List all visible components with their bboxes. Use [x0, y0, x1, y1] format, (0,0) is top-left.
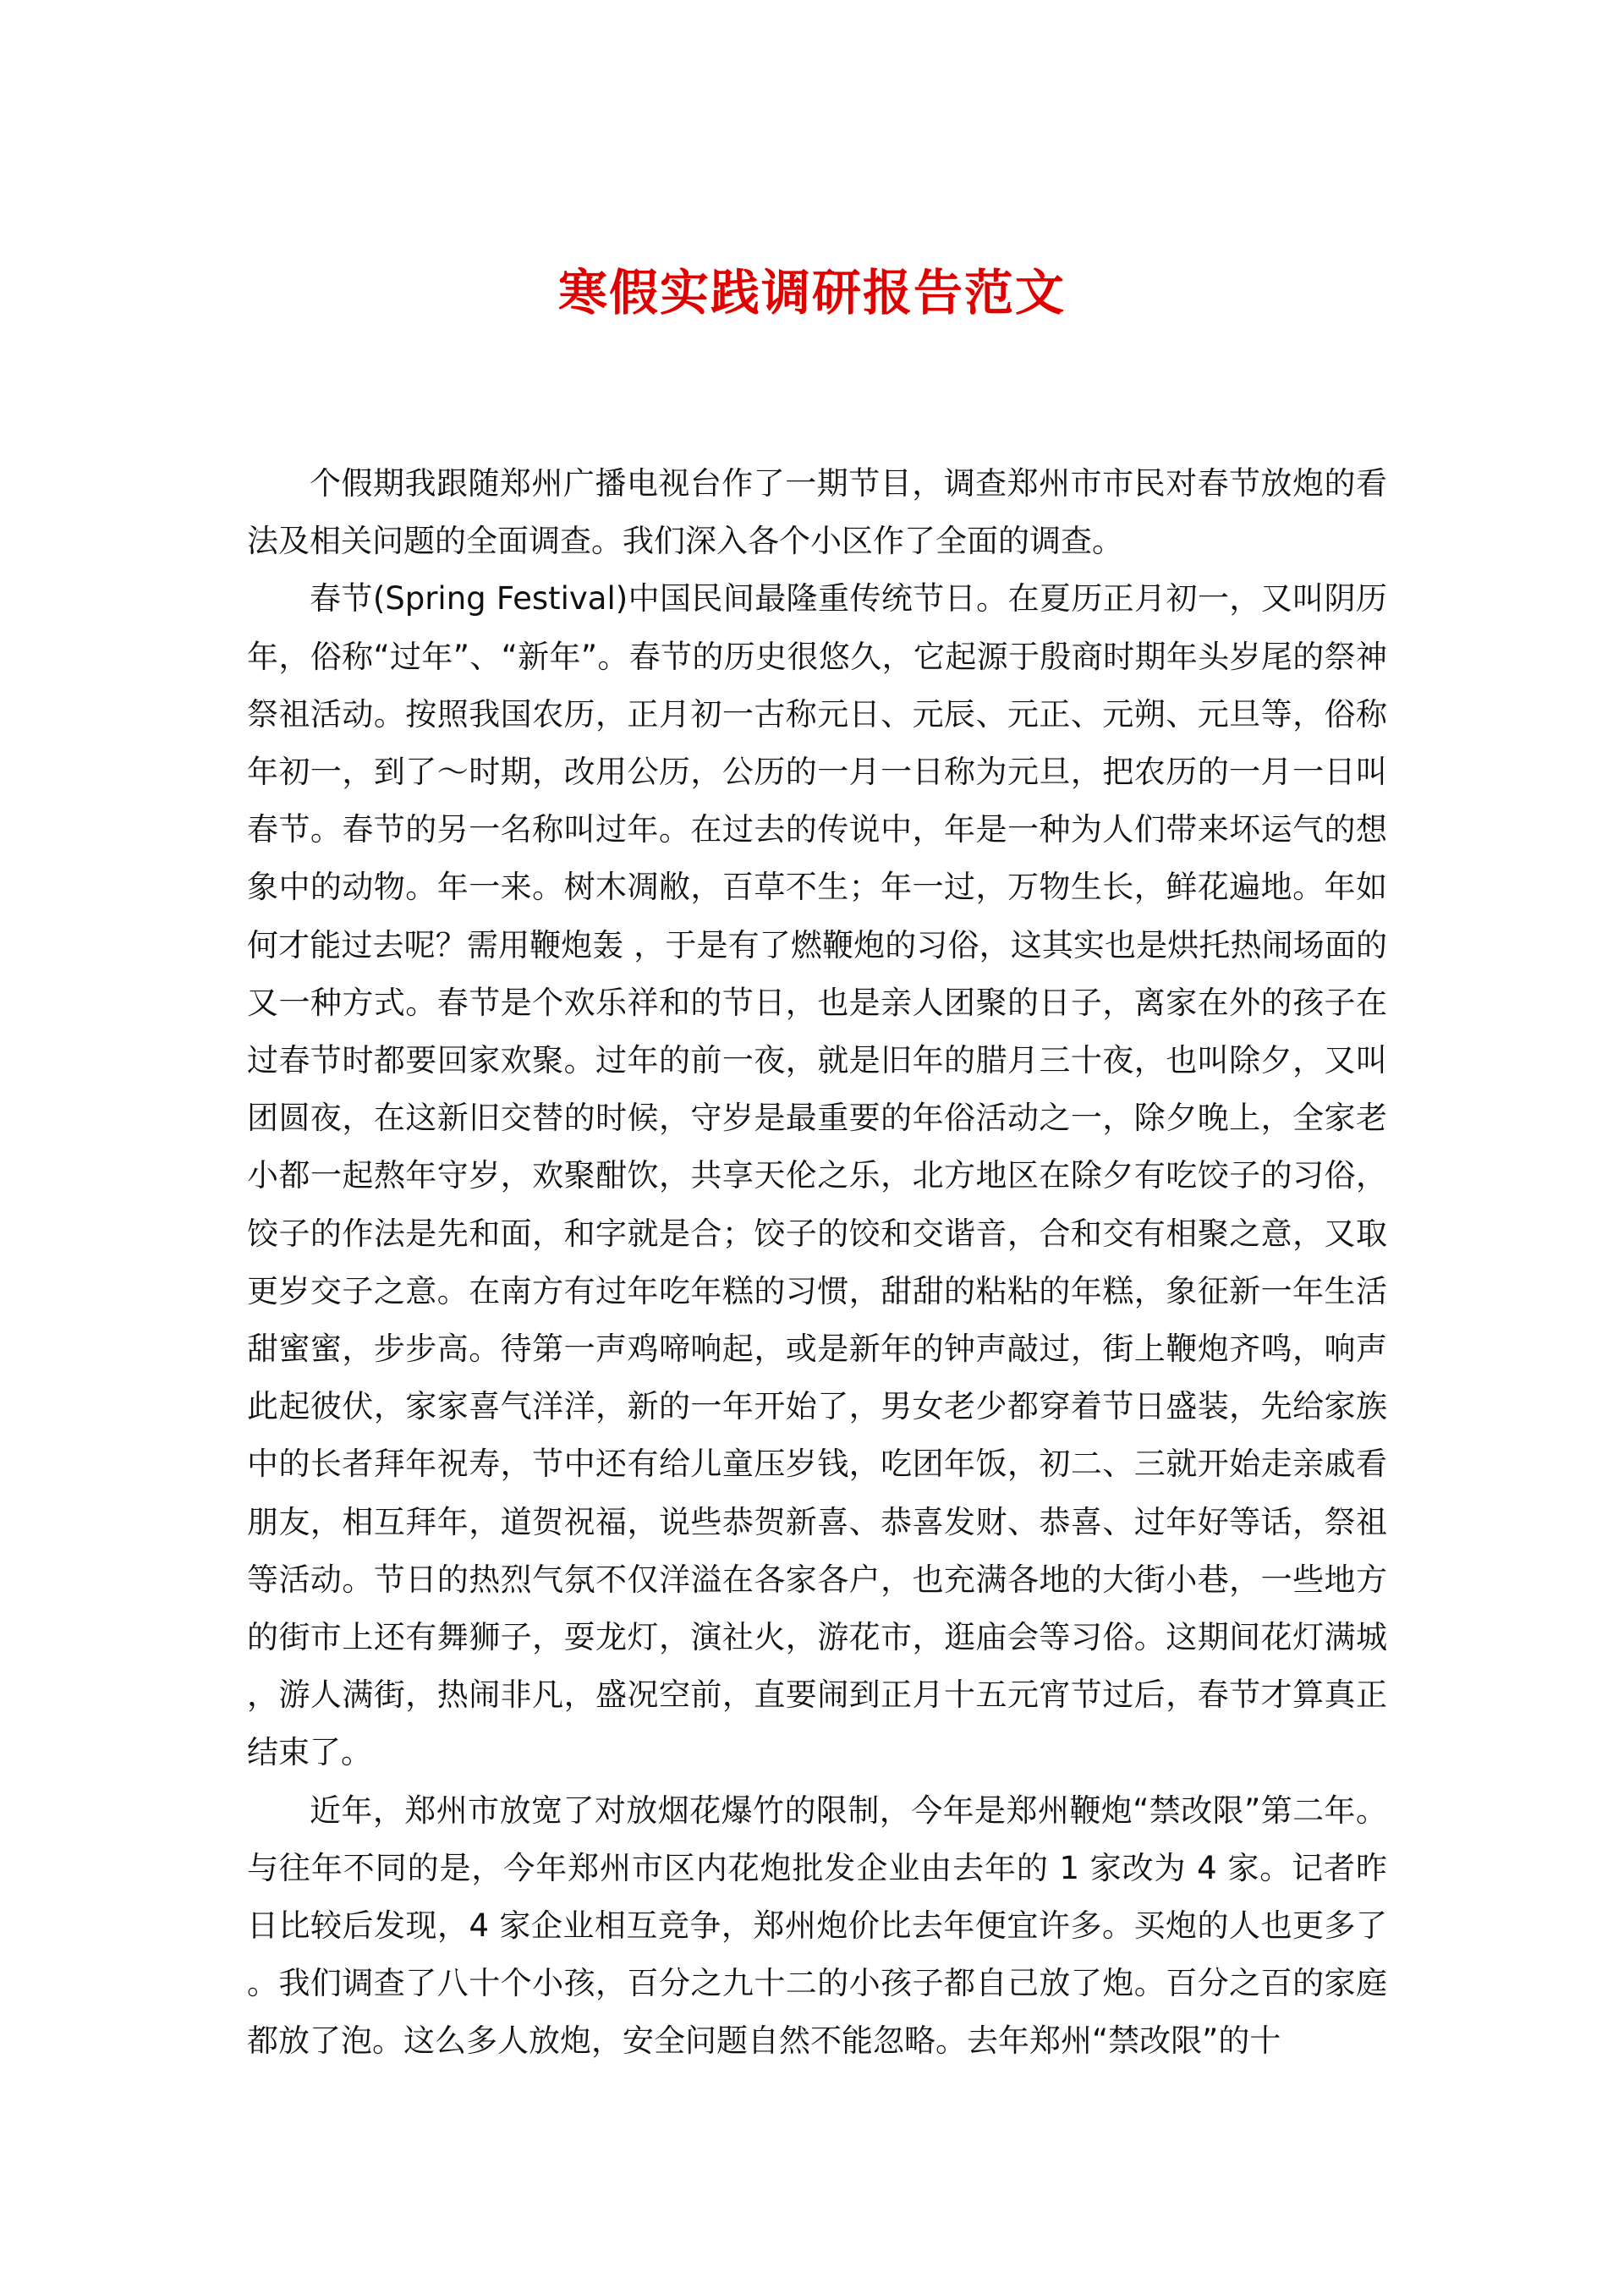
paragraph-intro: 个假期我跟随郑州广播电视台作了一期节目，调查郑州市市民对春节放炮的看法及相关问题的全面调查。我们深入各个小区作了全面的调查。: [247, 465, 1387, 560]
document-body: [247, 455, 1387, 2071]
paragraph-spring-festival: 春节(Spring Festival)中国民间最隆重传统节日。在夏历正月初一，又叫阴历年，俗称“过年”、“新年”。春节的历史很悠久，它起源于殷商时期年头岁尾的祭神祭祖活动。按照我国农历，正月初一古称元日、元辰、元正、元朔、元旦等，俗称年初一，到了～时期，改用公历，公历的一月一日称为元旦，把农历的一月一日叫春节。春节的另一名称叫过年。在过去的传说中，年是一种为人们带来坏运气的想象中的动物。年一来。树木凋敝，百草不生；年一过，万物生长，鲜花遍地。年如何才能过去呢？需用鞭炮轰 ，于是有了燃鞭炮的习俗，这其实也是烘托热闹场面的又一种方式。春节是个欢乐祥和的节日，也是亲人团聚的日子，离家在外的孩子在过春节时都要回家欢聚。过年的前一夜，就是旧年的腊月三十夜，也叫除夕，又叫团圆夜，在这新旧交替的时候，守岁是最重要的年俗活动之一，除夕晚上，全家老小都一起熬年守岁，欢聚酣饮，共享天伦之乐，北方地区在除夕有吃饺子的习俗，饺子的作法是先和面，和字就是合；饺子的饺和交谐音，合和交有相聚之意，又取更岁交子之意。在南方有过年吃年糕的习惯，甜甜的粘粘的年糕，象征新一年生活甜蜜蜜，步步高。待第一声鸡啼响起，或是新年的钟声敲过，街上鞭炮齐鸣，响声此起彼伏，家家喜气洋洋，新的一年开始了，男女老少都穿着节日盛装，先给家族中的长者拜年祝寿，节中还有给儿童压岁钱，吃团年饭，初二、三就开始走亲戚看朋友，相互拜年，道贺祝福，说些恭贺新喜、恭喜发财、恭喜、过年好等话，祭祖等活动。节日的热烈气氛不仅洋溢在各家各户，也充满各地的大街小巷，一些地方的街市上还有舞狮子，耍龙灯，演社火，游花市，逛庙会等习俗。这期间花灯满城，游人满街，热闹非凡，盛况空前，直要闹到正月十五元宵节过后，春节才算真正结束了。: [247, 580, 1387, 1771]
paragraph-zhengzhou-fireworks: 近年，郑州市放宽了对放烟花爆竹的限制，今年是郑州鞭炮“禁改限”第二年。与往年不同的是，今年郑州市区内花炮批发企业由去年的 1 家改为 4 家。记者昨日比较后发现，4 家企业相互竞争，郑州炮价比去年便宜许多。买炮的人也更多了。我们调查了八十个小孩，百分之九十二的小孩子都自己放了炮。百分之百的家庭都放了泡。这么多人放炮，安全问题自然不能忽略。去年郑州“禁改限”的十: [247, 1792, 1387, 2060]
document-title: 寒假实践调研报告范文: [557, 264, 1066, 321]
